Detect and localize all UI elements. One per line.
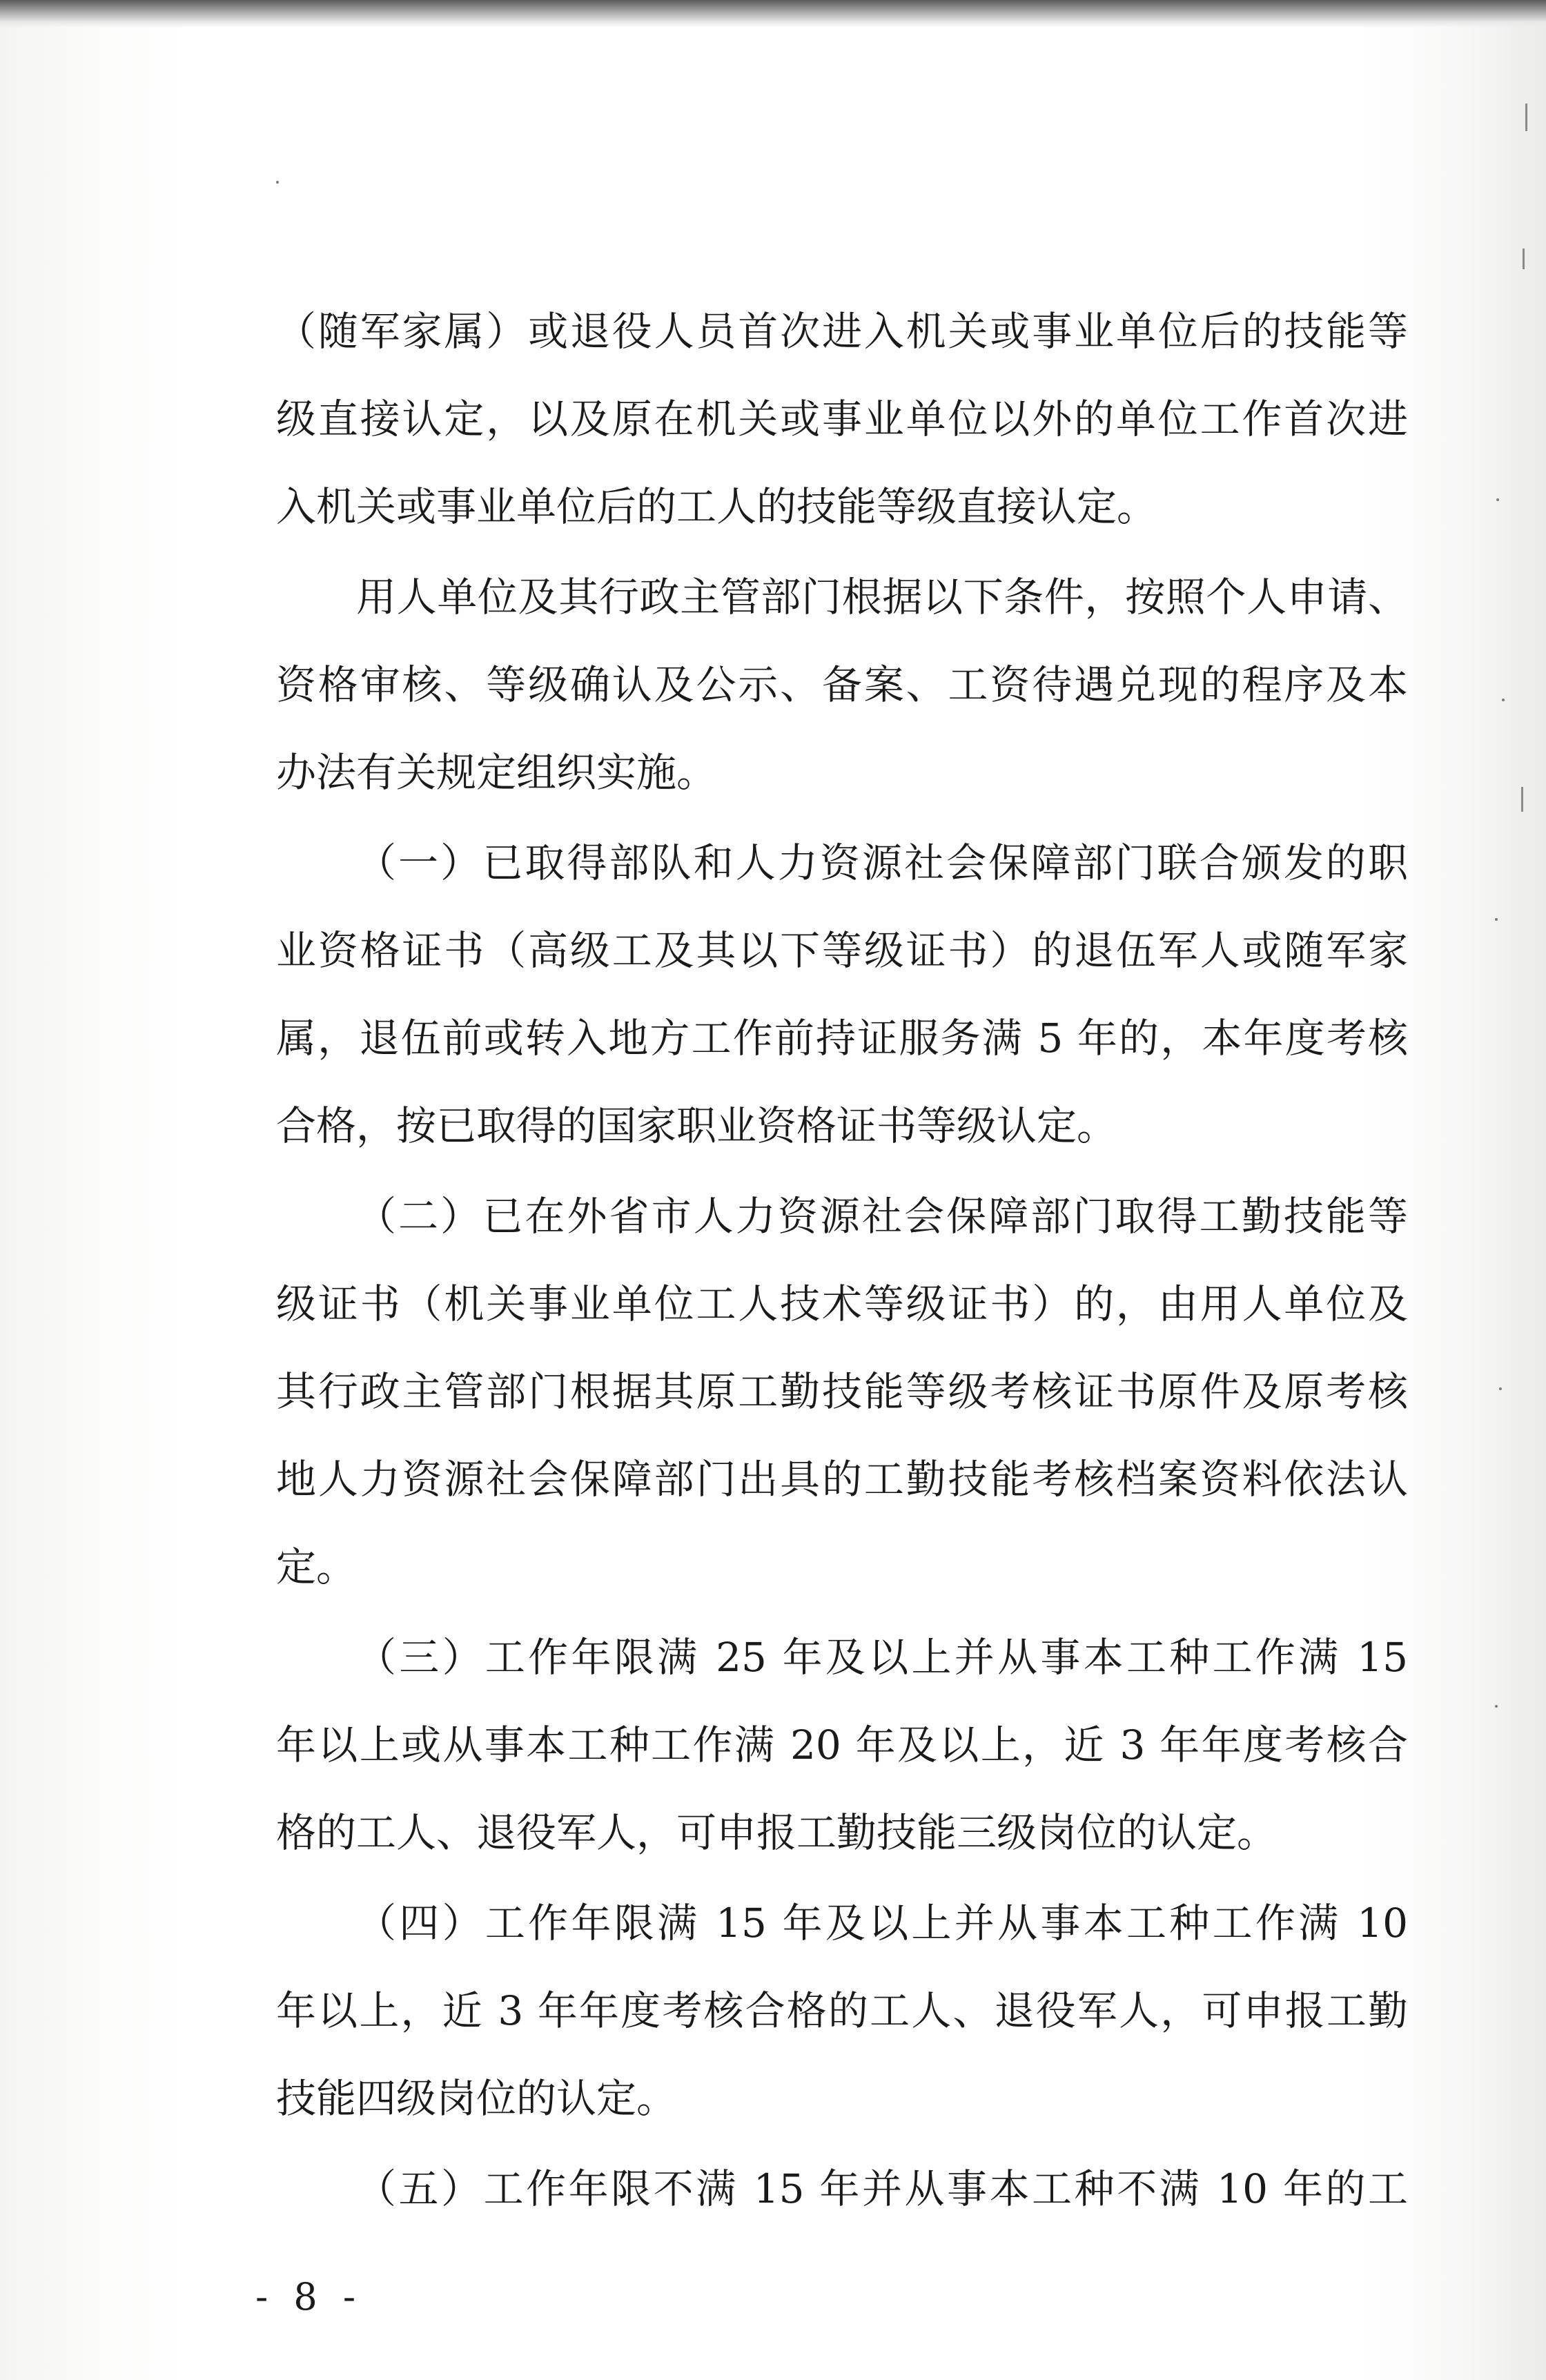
scan-edge-mark	[1521, 787, 1523, 812]
paragraph-first-line: （三）工作年限满 25 年及以上并从事本工种工作满 15	[356, 1634, 1408, 1681]
paragraph-first-line: （二）已在外省市人力资源社会保障部门取得工勤技能等	[356, 1193, 1408, 1240]
text-line: 地人力资源社会保障部门出具的工勤技能考核档案资料依法认	[276, 1456, 1408, 1503]
scan-speck	[1499, 1387, 1502, 1390]
text-line: （随军家属）或退役人员首次进入机关或事业单位后的技能等	[276, 308, 1408, 355]
text-line: 业资格证书（高级工及其以下等级证书）的退伍军人或随军家	[276, 927, 1408, 974]
paragraph-first-line: （四）工作年限满 15 年及以上并从事本工种工作满 10	[356, 1900, 1408, 1947]
text-line: 其行政主管部门根据其原工勤技能等级考核证书原件及原考核	[276, 1368, 1408, 1415]
paragraph-first-line: （一）已取得部队和人力资源社会保障部门联合颁发的职	[356, 839, 1408, 886]
paragraph-first-line: （五）工作年限不满 15 年并从事本工种不满 10 年的工	[356, 2165, 1408, 2212]
text-line: 技能四级岗位的认定。	[276, 2075, 677, 2122]
text-line: 格的工人、退役军人，可申报工勤技能三级岗位的认定。	[276, 1809, 1278, 1856]
scan-speck	[1502, 699, 1505, 701]
text-line: 合格，按已取得的国家职业资格证书等级认定。	[276, 1102, 1117, 1149]
scan-speck	[276, 181, 279, 184]
text-line: 级直接认定，以及原在机关或事业单位以外的单位工作首次进	[276, 396, 1408, 442]
text-line: 属，退伍前或转入地方工作前持证服务满 5 年的，本年度考核	[276, 1015, 1408, 1062]
text-line: 办法有关规定组织实施。	[276, 749, 717, 796]
scan-edge-mark	[1525, 104, 1527, 131]
scan-speck	[1496, 498, 1499, 501]
text-line: 级证书（机关事业单位工人技术等级证书）的，由用人单位及	[276, 1280, 1408, 1327]
scan-top-shadow	[0, 0, 1546, 28]
text-line: 定。	[276, 1543, 357, 1590]
text-line: 年以上或从事本工种工作满 20 年及以上，近 3 年年度考核合	[276, 1721, 1408, 1768]
page-number: - 8 -	[255, 2275, 363, 2319]
text-line: 年以上，近 3 年年度考核合格的工人、退役军人，可申报工勤	[276, 1987, 1408, 2034]
scan-edge-mark	[1523, 248, 1525, 269]
text-line: 资格审核、等级确认及公示、备案、工资待遇兑现的程序及本	[276, 661, 1408, 708]
scan-speck	[1495, 1705, 1498, 1708]
text-line: 入机关或事业单位后的工人的技能等级直接认定。	[276, 483, 1157, 530]
scan-speck	[1495, 918, 1498, 921]
paragraph-first-line: 用人单位及其行政主管部门根据以下条件，按照个人申请、	[356, 574, 1408, 621]
